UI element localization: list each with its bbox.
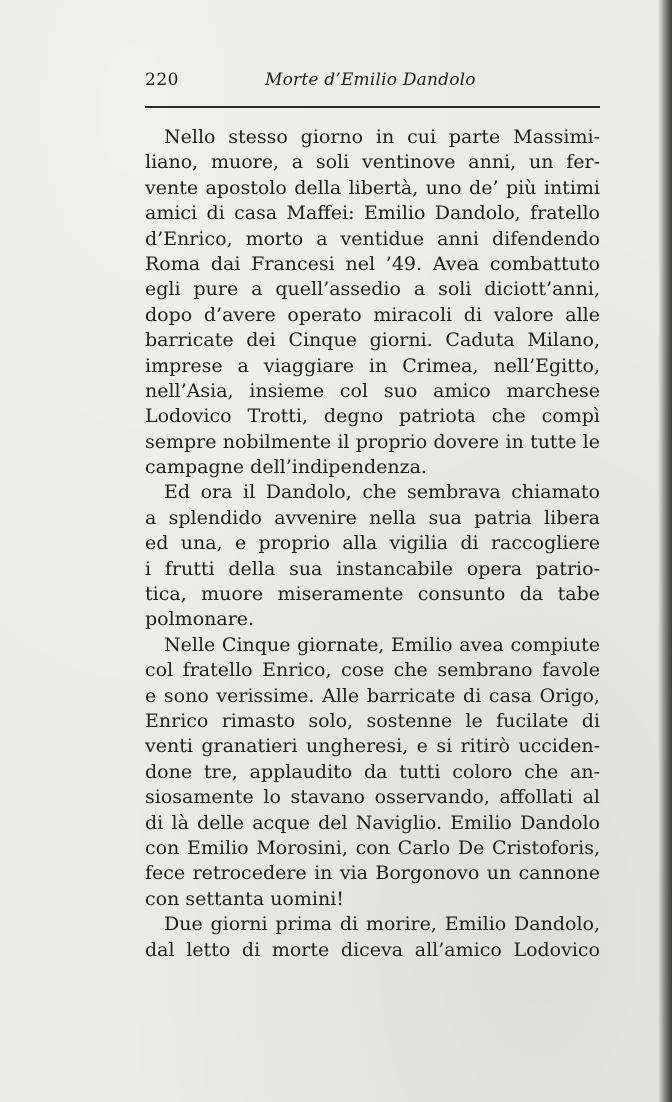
text-line: dopo d’avere operato miracoli di valore alle <box>145 303 600 326</box>
text-line: campagne dell’indipendenza. <box>145 456 427 479</box>
page-edge-shadow <box>658 0 672 1102</box>
text-line: Enrico rimasto solo, sostenne le fucilate di <box>145 709 600 732</box>
text-line: Nelle Cinque giornate, Emilio avea compiute <box>164 633 600 656</box>
text-line: venti granatieri ungheresi, e si ritirò ucciden- <box>145 735 600 758</box>
text-line: i frutti della sua instancabile opera patrio- <box>145 557 600 580</box>
text-line: e sono verissime. Alle barricate di casa Origo, <box>145 684 600 707</box>
text-line: Due giorni prima di morire, Emilio Dandolo, <box>164 913 600 936</box>
text-line: amici di casa Maffei: Emilio Dandolo, fratello <box>145 202 600 225</box>
text-line: sempre nobilmente il proprio dovere in tutte le <box>145 430 600 453</box>
body-text <box>145 125 600 963</box>
text-line: Roma dai Francesi nel ’49. Avea combattuto <box>145 252 600 275</box>
page-header <box>145 70 600 98</box>
text-line: ed una, e proprio alla vigilia di raccogliere <box>145 532 600 555</box>
running-title: Morte d’Emilio Dandolo <box>265 70 476 90</box>
text-line: col fratello Enrico, cose che sembrano favole <box>145 659 600 682</box>
header-rule <box>145 106 600 108</box>
text-line: tica, muore miseramente consunto da tabe <box>145 583 600 606</box>
text-line: vente apostolo della libertà, uno de’ più intimi <box>145 176 600 199</box>
text-line: liano, muore, a soli ventinove anni, un fer- <box>145 151 600 174</box>
text-line: siosamente lo stavano osservando, affollati al <box>145 786 600 809</box>
text-line: egli pure a quell’assedio a soli diciott’anni, <box>145 278 600 301</box>
text-line: barricate dei Cinque giorni. Caduta Milano, <box>145 329 600 352</box>
text-line: Nello stesso giorno in cui parte Massimi- <box>164 126 600 148</box>
text-line: dal letto di morte diceva all’amico Lodovico <box>145 938 600 961</box>
text-line: a splendido avvenire nella sua patria libera <box>145 506 600 529</box>
text-line: imprese a viaggiare in Crimea, nell’Egitto, <box>145 354 600 377</box>
text-line: d’Enrico, morto a ventidue anni difendendo <box>145 227 600 250</box>
text-line: done tre, applaudito da tutti coloro che an- <box>145 760 600 783</box>
text-line: Ed ora il Dandolo, che sembrava chiamato <box>164 481 600 504</box>
text-line: fece retrocedere in via Borgonovo un cannone <box>145 862 600 885</box>
text-line: con Emilio Morosini, con Carlo De Cristoforis, <box>145 836 600 859</box>
text-line: Lodovico Trotti, degno patriota che compì <box>145 405 600 428</box>
text-line: nell’Asia, insieme col suo amico marchese <box>145 379 600 402</box>
text-line: di là delle acque del Naviglio. Emilio Dandolo <box>145 811 600 834</box>
page-number: 220 <box>145 70 179 90</box>
text-line: polmonare. <box>145 608 255 631</box>
text-line: con settanta uomini! <box>145 887 344 910</box>
